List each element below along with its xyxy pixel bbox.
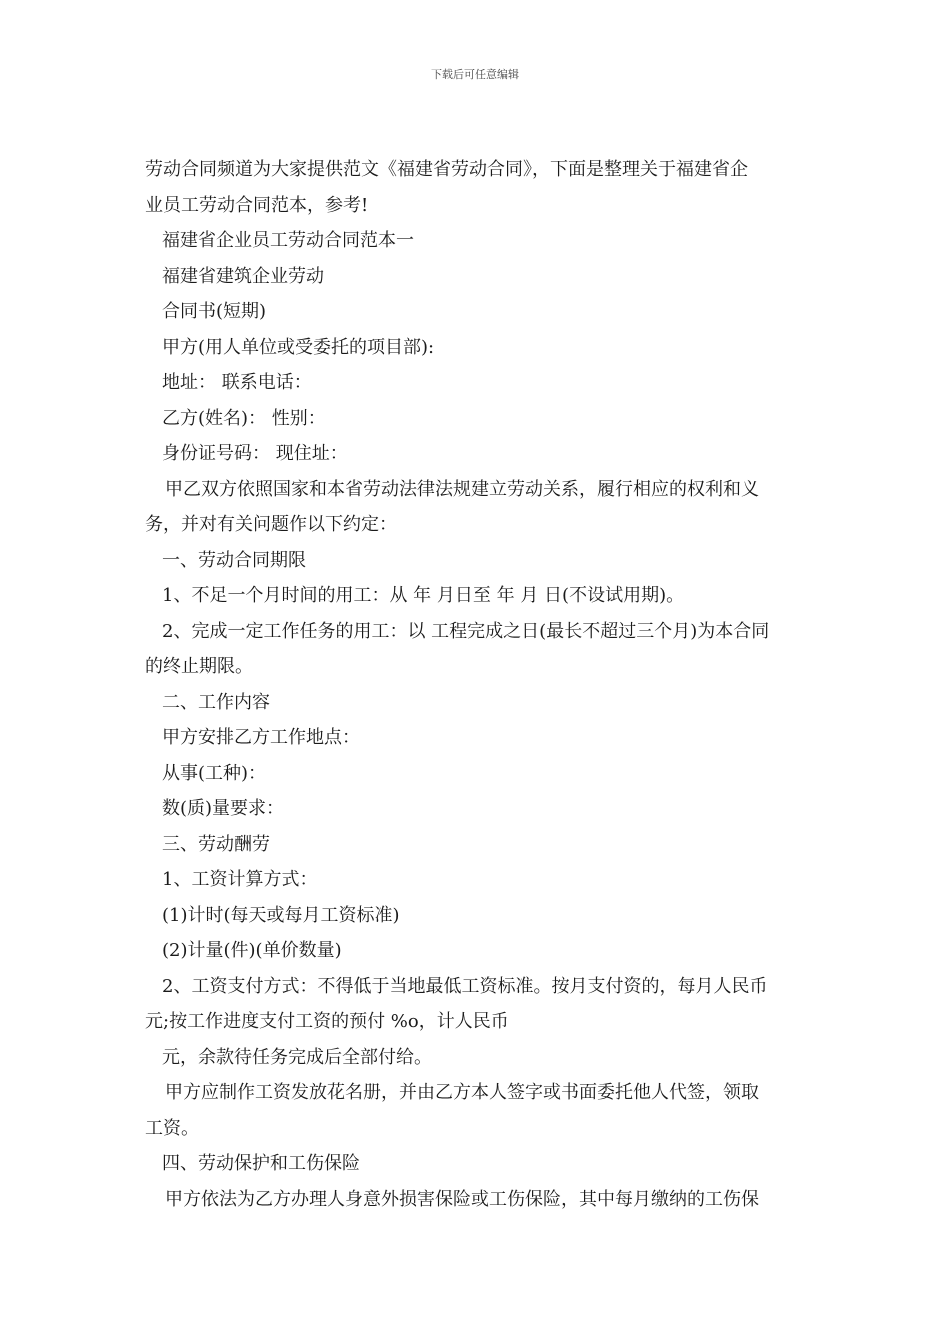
clause-line: 甲方安排乙方工作地点：	[162, 727, 360, 748]
paragraph-line: 工资。	[145, 1117, 199, 1139]
clause-line: 1、不足一个月时间的用工：从 年 月日至 年 月 日(不设试用期)。	[162, 585, 685, 606]
paragraph-line: 甲方依法为乙方办理人身意外损害保险或工伤保险，其中每月缴纳的工伤保	[165, 1188, 759, 1210]
clause-line: 元;按工作进度支付工资的预付 %o，计人民币	[145, 1011, 509, 1032]
clause-line: 元，余款待任务完成后全部付给。	[162, 1046, 432, 1068]
section-title: 福建省企业员工劳动合同范本一	[162, 230, 414, 251]
clause-line: 2、工资支付方式：不得低于当地最低工资标准。按月支付资的，每月人民币	[162, 975, 768, 997]
page-header: 下载后可任意编辑	[431, 68, 519, 81]
clause-line: 1、工资计算方式：	[162, 869, 318, 890]
clause-line: 的终止期限。	[145, 656, 253, 677]
clause-line: (1)计时(每天或每月工资标准)	[162, 904, 400, 926]
clause-line: (2)计量(件)(单价数量)	[162, 940, 342, 961]
paragraph-line: 劳动合同频道为大家提供范文《福建省劳动合同》，下面是整理关于福建省企	[145, 159, 748, 180]
document-title: 合同书(短期)	[162, 301, 267, 322]
clause-line: 数(质)量要求：	[162, 798, 285, 819]
clause-line: 2、完成一定工作任务的用工：以 工程完成之日(最长不超过三个月)为本合同	[162, 620, 770, 642]
field-line: 乙方(姓名)： 性别：	[162, 407, 326, 429]
field-line: 地址： 联系电话：	[162, 372, 312, 393]
document-title: 福建省建筑企业劳动	[162, 265, 324, 287]
paragraph-line: 务，并对有关问题作以下约定：	[145, 514, 397, 535]
document-body	[145, 152, 807, 1217]
field-line: 甲方(用人单位或受委托的项目部):	[162, 336, 435, 358]
section-heading: 三、劳动酬劳	[162, 833, 270, 855]
section-heading: 四、劳动保护和工伤保险	[162, 1153, 360, 1174]
clause-line: 从事(工种)：	[162, 762, 267, 784]
section-heading: 一、劳动合同期限	[162, 549, 306, 571]
paragraph-line: 甲乙双方依照国家和本省劳动法律法规建立劳动关系，履行相应的权利和义	[165, 478, 759, 500]
section-heading: 二、工作内容	[162, 691, 270, 713]
paragraph-line: 业员工劳动合同范本，参考!	[145, 194, 369, 216]
paragraph-line: 甲方应制作工资发放花名册，并由乙方本人签字或书面委托他人代签，领取	[165, 1082, 759, 1103]
field-line: 身份证号码： 现住址：	[162, 443, 348, 464]
